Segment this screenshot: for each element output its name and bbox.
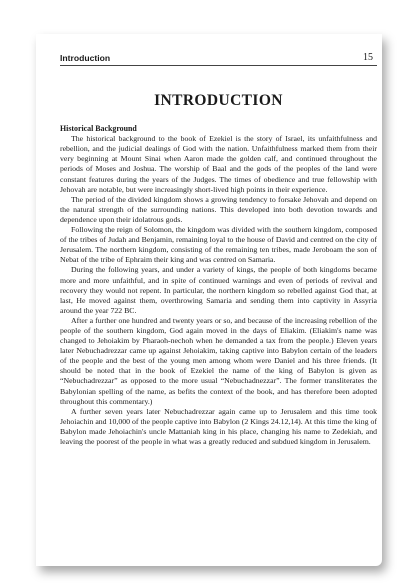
chapter-title: INTRODUCTION (154, 92, 283, 109)
paragraph: The historical background to the book of Ezekiel is the story of Israel, its unfaithfulness and rebellion, and the judicial dealings of God with the nation. Unfaithfulness marked them from their very beginning at Mount Sinai when Aaron made the golden calf, and continued throughout the periods of Moses and Joshua. The worship of Baal and the gods of the peoples of the land were constant features during the years of the Judges. The times of obedience and true fellowship with Jehovah are notable, but were increasingly short-lived high points in their experience. (60, 134, 377, 194)
running-head (60, 53, 377, 66)
paragraph: Following the reign of Solomon, the kingdom was divided with the southern kingdom, composed of the tribes of Judah and Benjamin, remaining loyal to the house of David and centred on the city of Jerusalem. The northern kingdom, consisting of the remaining ten tribes, made Jeroboam the son of Nebat of the tribe of Ephraim their king and was centred on Samaria. (60, 225, 377, 265)
paragraph: During the following years, and under a variety of kings, the people of both kingdoms became more and more unfaithful, and in spite of continued warnings and even of periods of revival and recovery they would not repent. In particular, the northern kingdom so rebelled against God that, at last, He moved against them, overthrowing Samaria and sending them into captivity in Assyria around the year 722 BC. (60, 265, 377, 315)
paragraph: A further seven years later Nebuchadrezzar again came up to Jerusalem and this time took Jehoiachin and 10,000 of the people captive into Babylon (2 Kings 24.12,14). At this time the king of Babylon made Jehoiachin's uncle Mattaniah king in his place, changing his name to Zedekiah, and leaving the poorest of the people in what was a greatly reduced and subdued kingdom in Jerusalem. (60, 406, 377, 447)
paragraph: The period of the divided kingdom shows a growing tendency to forsake Jehovah and depend on the natural strength of the surrounding nations. This developed into both devotion towards and dependence upon their idolatrous gods. (60, 194, 377, 224)
book-page (36, 34, 382, 566)
page-number: 15 (363, 52, 373, 63)
page-content (60, 53, 377, 447)
running-head-section: Introduction (60, 53, 111, 63)
section-heading: Historical Background (60, 124, 137, 133)
paragraph: After a further one hundred and twenty years or so, and because of the increasing rebellion of the people of the southern kingdom, God again moved in the days of Eliakim. (Eliakim's name was changed to Jehoiakim by Pharaoh-nechoh when he demanded a tax from the people.) Eleven years later Nebuchadrezzar came up against Jehoiakim, taking captive into Babylon certain of the leaders of the people and the best of the young men among whom were Daniel and his three friends. (It should be noted that in the book of Ezekiel the name of the king of Babylon is given as “Nebuchadrezzar” as opposed to the more usual “Nebuchadnezzar”. The former transliterates the Babylonian spelling of the name, as befits the context of the book, and has therefore been adopted throughout this commentary.) (60, 315, 377, 406)
